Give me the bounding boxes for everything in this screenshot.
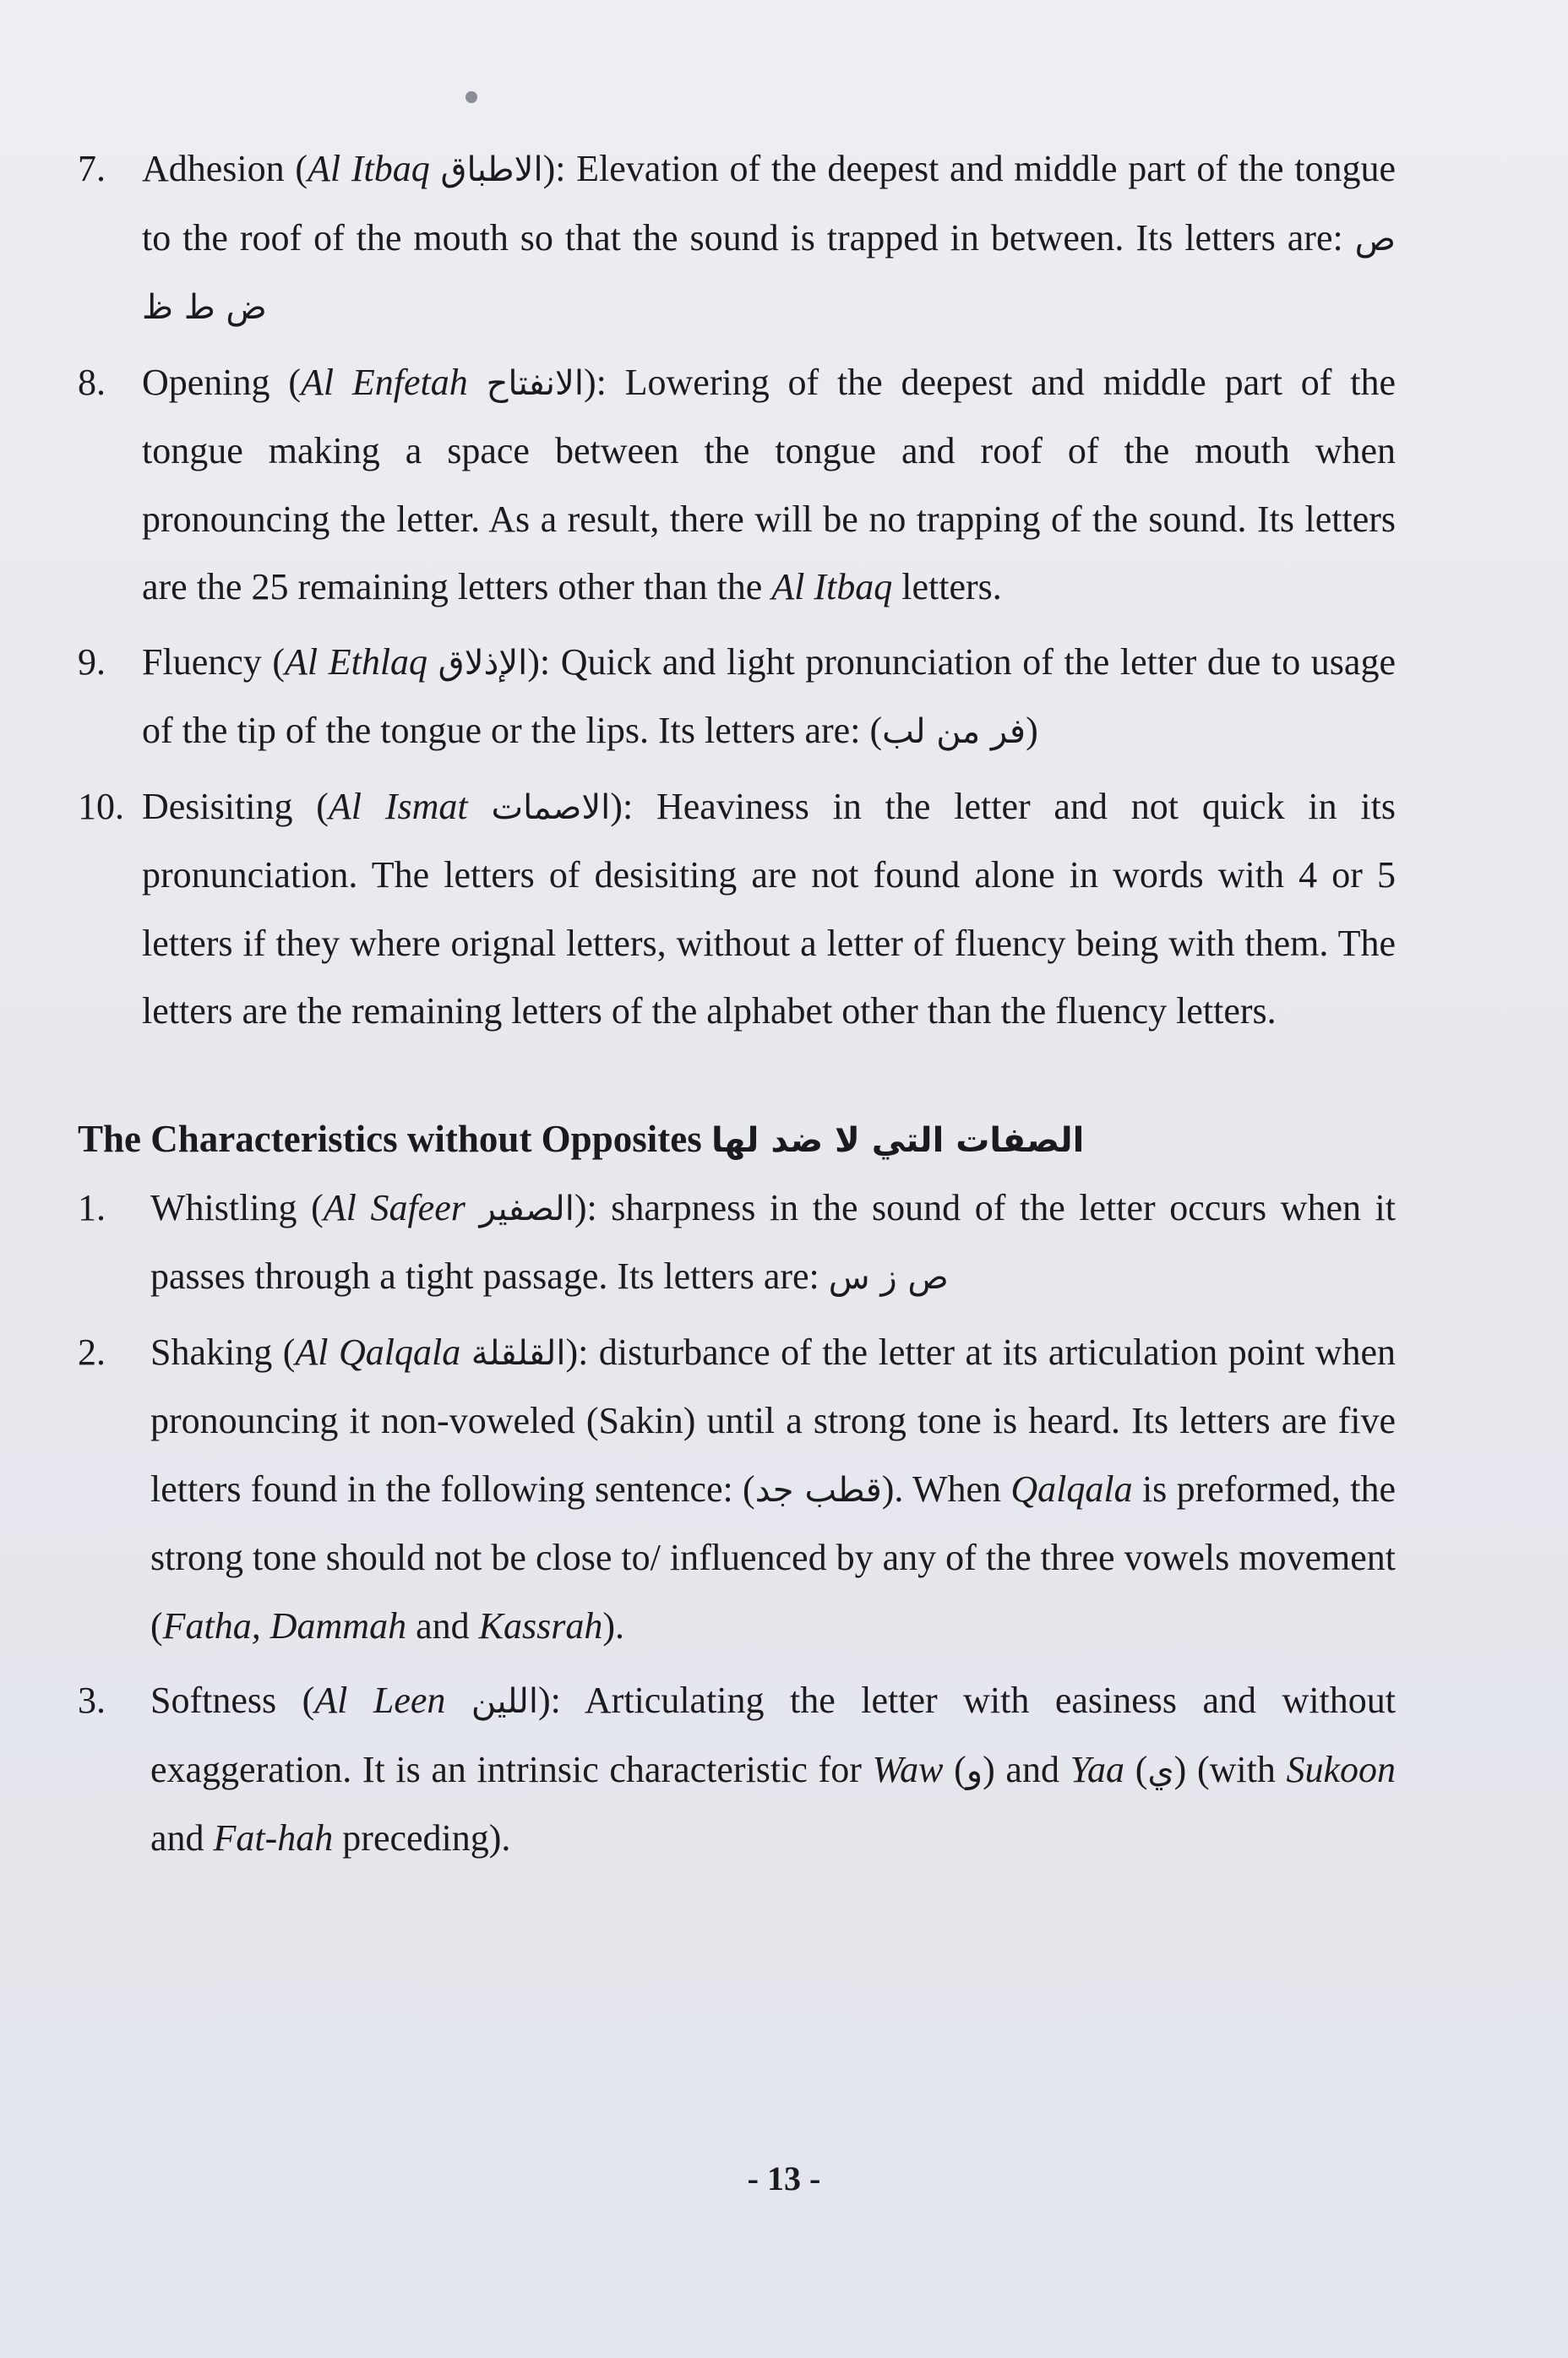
item-number: 7. (78, 148, 106, 189)
arabic-letter-waw: و (966, 1751, 983, 1790)
page-number: - 13 - (747, 2159, 821, 2197)
item-number: 9. (78, 640, 106, 683)
item-number: 1. (78, 1186, 106, 1228)
item-number: 8. (78, 361, 106, 403)
list-item-whistling: 1. Whistling (Al Safeer الصفير): sharpness in the sound of the letter occurs when it passes through a tight passage. Its letters are: ص ز س (78, 1174, 1396, 1312)
ink-dot (466, 91, 477, 103)
list-item-desisiting: 10. Desisiting (Al Ismat الاصمات): Heaviness in the letter and not quick in its pronunciation. The letters of desisiting are not found alone in words with 4 or 5 letters if they where orignal letters, without a letter of fluency being with them. The letters are the remaining letters of the alphabet other than the fluency letters. (78, 773, 1396, 1046)
item-number: 2. (78, 1331, 106, 1373)
list-item-shaking: 2. Shaking (Al Qalqala القلقلة): disturbance of the letter at its articulation point when pronouncing it non-voweled (Sakin) until a strong tone is heard. Its letters are five letters found in the following sentence: (قطب جد). When Qalqala is preformed, the strong tone should not be close to/ influenced by any of the three vowels movement (Fatha, Dammah and Kassrah). (78, 1319, 1396, 1661)
arabic-term: الانفتاح (486, 363, 584, 403)
arabic-letters: ص ض ط ظ (142, 219, 1396, 327)
arabic-term: اللين (471, 1682, 538, 1721)
arabic-letters: قطب جد (754, 1470, 882, 1510)
arabic-term: الإذلاق (438, 643, 528, 683)
arabic-heading: الصفات التي لا ضد لها (710, 1120, 1085, 1160)
list-item-fluency: 9. Fluency (Al Ethlaq الإذلاق): Quick and light pronunciation of the letter due to usage of the tip of the tongue or the lips. Its letters are: (فر من لب) (78, 629, 1396, 766)
arabic-term: الصفير (479, 1189, 574, 1228)
arabic-letters: ص ز س (828, 1258, 949, 1297)
item-number: 10. (78, 785, 124, 827)
arabic-term: القلقلة (471, 1333, 566, 1373)
arabic-letter-yaa: ي (1147, 1751, 1174, 1790)
list-item-opening: 8. Opening (Al Enfetah الانفتاح): Lowering of the deepest and middle part of the tongue making a space between the tongue and roof of the mouth when pronouncing the letter. As a result, there will be no trapping of the sound. Its letters are the 25 remaining letters other than the Al Itbaq letters. (78, 349, 1396, 622)
page-content (78, 135, 1396, 1880)
list-item-adhesion: 7. Adhesion (Al Itbaq الاطباق): Elevation of the deepest and middle part of the tongue to the roof of the mouth so that the sound is trapped in between. Its letters are: ص ض ط ظ (78, 135, 1396, 342)
list-item-softness: 3. Softness (Al Leen اللين): Articulating the letter with easiness and without exaggeration. It is an intrinsic characteristic for Waw (و) and Yaa (ي) (with Sukoon and Fat-hah preceding). (78, 1667, 1396, 1873)
arabic-letters: فر من لب (882, 712, 1026, 751)
section-heading: The Characteristics without Opposites الصفات التي لا ضد لها (78, 1117, 1085, 1160)
arabic-term: الاصمات (491, 787, 611, 827)
item-number: 3. (78, 1680, 106, 1721)
arabic-term: الاطباق (440, 150, 543, 189)
